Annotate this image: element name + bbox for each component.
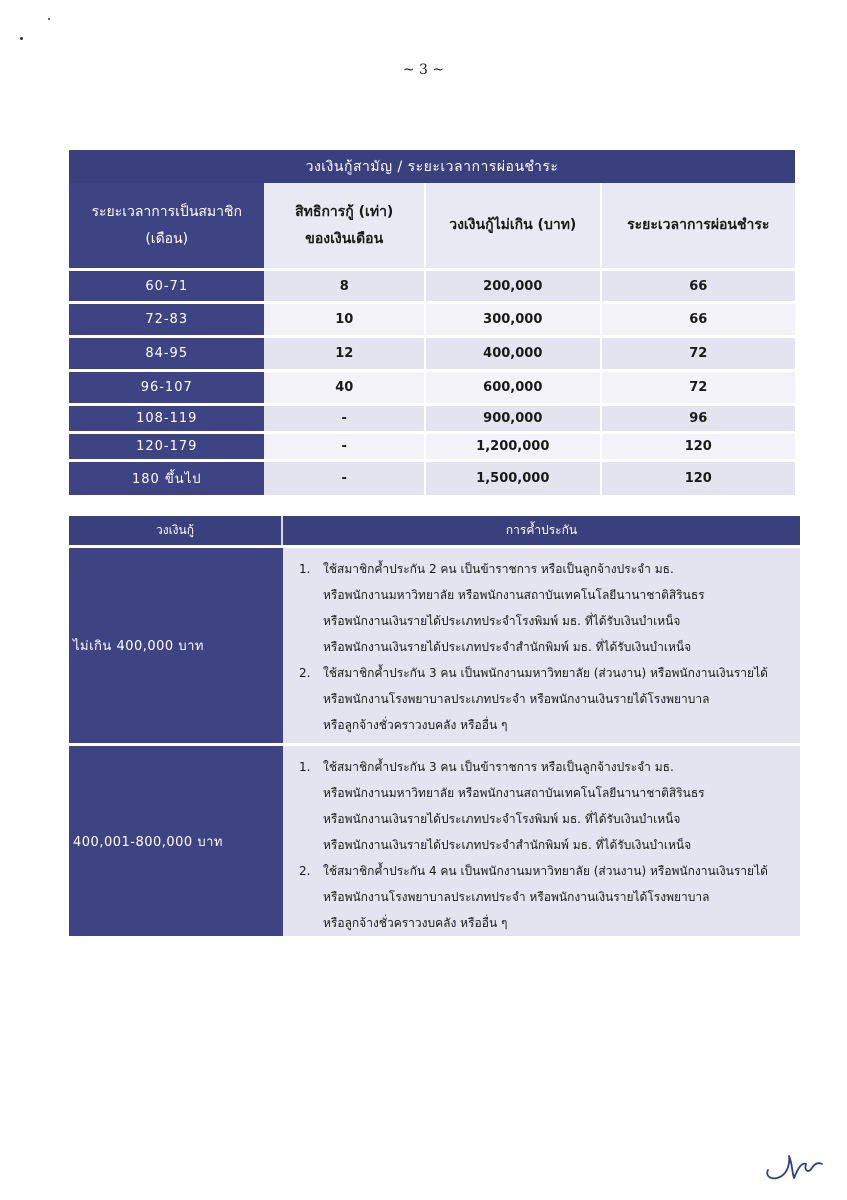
row-months: 96-107 [69,372,264,403]
loan-table-body [69,268,795,495]
rule-number: 2. [299,666,311,680]
row-multiple: - [264,406,424,431]
row-limit: 1,500,000 [424,462,600,495]
row-multiple: 40 [264,372,424,403]
loan-table-row [69,369,795,403]
loan-table-row [69,459,795,495]
loan-table-row [69,268,795,301]
rule-line: หรือลูกจ้างชั่วคราวงบคลัง หรืออื่น ๆ [323,916,508,930]
loan-table-row [69,301,795,335]
header-multiple-line2: ของเงินเดือน [305,230,384,247]
row-period: 96 [600,406,795,431]
guarantee-rule [299,660,800,738]
row-period: 120 [600,434,795,459]
row-multiple: - [264,434,424,459]
row-multiple: 8 [264,271,424,301]
header-membership-line1: ระยะเวลาการเป็นสมาชิก [91,203,242,220]
rule-line: หรือพนักงานเงินรายได้ประเภทประจำโรงพิมพ์ มธ. ที่ได้รับเงินบำเหน็จ [323,812,681,826]
guarantee-rule [299,858,800,936]
row-period: 66 [600,304,795,335]
rule-line: ใช้สมาชิกค้ำประกัน 3 คน เป็นข้าราชการ หรือเป็นลูกจ้างประจำ มธ. [323,760,674,774]
row-months: 60-71 [69,271,264,301]
guarantee-table-header [69,516,800,545]
guarantee-row-limit: ไม่เกิน 400,000 บาท [69,548,283,743]
header-membership [69,183,264,268]
loan-table-row [69,431,795,459]
rule-line: หรือพนักงานเงินรายได้ประเภทประจำสำนักพิมพ์ มธ. ที่ได้รับเงินบำเหน็จ [323,838,692,852]
row-limit: 300,000 [424,304,600,335]
row-months: 108-119 [69,406,264,431]
row-limit: 400,000 [424,338,600,369]
rule-line: หรือลูกจ้างชั่วคราวงบคลัง หรืออื่น ๆ [323,718,508,732]
guarantee-row [69,743,800,936]
guarantee-row [69,545,800,743]
loan-table-row [69,403,795,431]
row-period: 120 [600,462,795,495]
rule-line: หรือพนักงานมหาวิทยาลัย หรือพนักงานสถาบันเทคโนโลยีนานาชาติสิรินธร [323,786,705,800]
row-period: 66 [600,271,795,301]
guarantee-row-limit: 400,001-800,000 บาท [69,746,283,936]
loan-limit-table [69,150,795,495]
scan-speck [48,18,50,20]
row-limit: 200,000 [424,271,600,301]
rule-line: หรือพนักงานโรงพยาบาลประเภทประจำ หรือพนักงานเงินรายได้โรงพยาบาล [323,692,710,706]
row-multiple: 12 [264,338,424,369]
header-membership-line2: (เดือน) [145,230,189,247]
row-months: 84-95 [69,338,264,369]
guarantee-rule [299,754,800,858]
row-months: 180 ขึ้นไป [69,462,264,495]
row-limit: 1,200,000 [424,434,600,459]
page-number: ~ 3 ~ [402,62,445,78]
rule-line: หรือพนักงานเงินรายได้ประเภทประจำสำนักพิมพ์ มธ. ที่ได้รับเงินบำเหน็จ [323,640,692,654]
signature [762,1148,826,1184]
loan-table-title: วงเงินกู้สามัญ / ระยะเวลาการผ่อนชำระ [69,150,795,183]
rule-line: ใช้สมาชิกค้ำประกัน 4 คน เป็นพนักงานมหาวิทยาลัย (ส่วนงาน) หรือพนักงานเงินรายได้ [323,864,768,878]
rule-line: ใช้สมาชิกค้ำประกัน 2 คน เป็นข้าราชการ หรือเป็นลูกจ้างประจำ มธ. [323,562,674,576]
header-multiple-line1: สิทธิการกู้ (เท่า) [295,203,394,220]
rule-line: หรือพนักงานมหาวิทยาลัย หรือพนักงานสถาบันเทคโนโลยีนานาชาติสิรินธร [323,588,705,602]
header-guarantee: การค้ำประกัน [505,523,578,537]
row-months: 72-83 [69,304,264,335]
loan-table-row [69,335,795,369]
rule-number: 2. [299,864,311,878]
scan-speck [20,37,23,40]
row-multiple: 10 [264,304,424,335]
header-period: ระยะเวลาการผ่อนชำระ [600,183,795,268]
rule-number: 1. [299,562,311,576]
guarantee-row-rules [283,548,800,743]
loan-table-header [69,183,795,268]
guarantee-rule [299,556,800,660]
guarantee-table-body [69,545,800,936]
rule-line: หรือพนักงานโรงพยาบาลประเภทประจำ หรือพนักงานเงินรายได้โรงพยาบาล [323,890,710,904]
rule-number: 1. [299,760,311,774]
rule-line: หรือพนักงานเงินรายได้ประเภทประจำโรงพิมพ์ มธ. ที่ได้รับเงินบำเหน็จ [323,614,681,628]
header-multiple [264,183,424,268]
header-loan-limit: วงเงินกู้ [69,516,283,545]
guarantee-row-rules [283,746,800,936]
rule-line: ใช้สมาชิกค้ำประกัน 3 คน เป็นพนักงานมหาวิทยาลัย (ส่วนงาน) หรือพนักงานเงินรายได้ [323,666,768,680]
row-limit: 900,000 [424,406,600,431]
row-multiple: - [264,462,424,495]
guarantee-table [69,516,800,936]
row-period: 72 [600,372,795,403]
header-limit: วงเงินกู้ไม่เกิน (บาท) [424,183,600,268]
row-period: 72 [600,338,795,369]
row-months: 120-179 [69,434,264,459]
row-limit: 600,000 [424,372,600,403]
